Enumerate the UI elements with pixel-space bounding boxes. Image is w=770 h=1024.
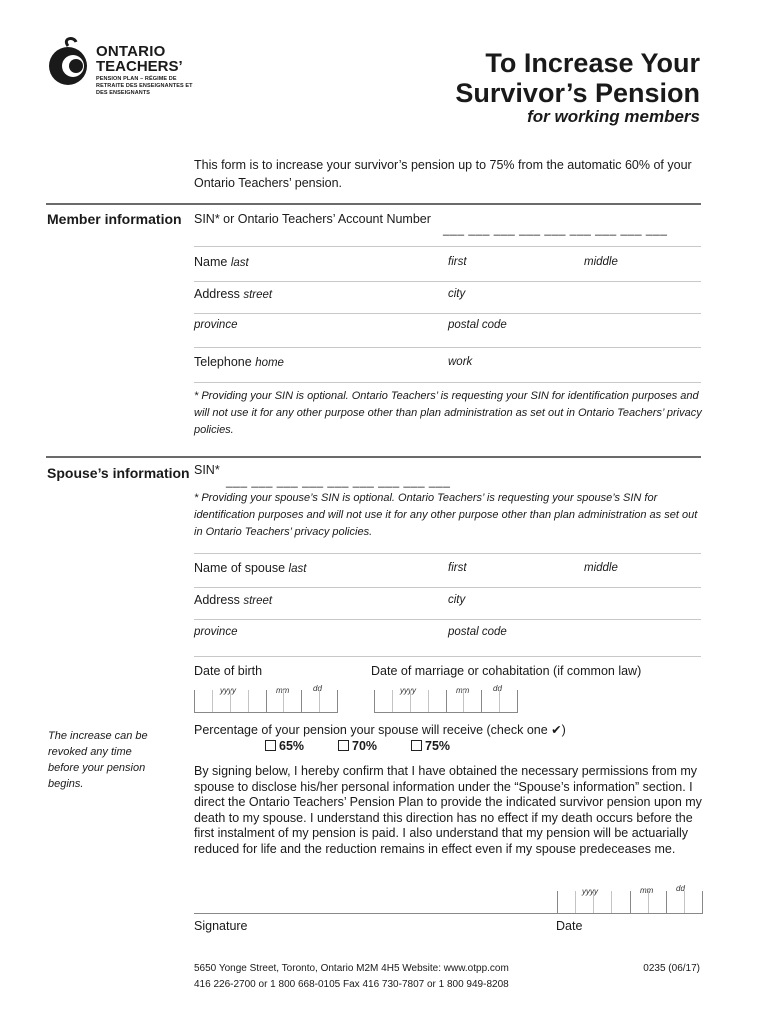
member-address-street-label: street: [243, 289, 273, 301]
spouse-name-last-label: last: [288, 563, 307, 575]
member-name-middle-label: middle: [584, 256, 618, 268]
spouse-province-label: province: [194, 626, 238, 638]
consent-paragraph: By signing below, I hereby confirm that I have obtained the necessary permissions from my spouse to disclose his/her personal information under the “Spouse’s information” section. I direct the Ontario Teachers’ Pension Plan to provide the indicated survivor pension upon my death to my spouse. I understand this direction has no effect if my death occurs before the first instalment of my pension is paid. I also understand that my pension will be actuarially reduced for life and the reduction remains in effect even if my spouse predeceases me.: [194, 764, 702, 856]
member-address-city-label: city: [448, 288, 466, 300]
logo-subtext: PENSION PLAN – RÉGIME DE RETRAITE DES ENSEIGNANTES ET DES ENSEIGNANTS: [96, 76, 193, 96]
field-rule: [194, 587, 701, 588]
field-rule: [194, 619, 701, 620]
sig-mm-label: mm: [640, 886, 654, 895]
spouse-postal-code-label: postal code: [448, 626, 507, 638]
member-telephone-work-label: work: [448, 356, 473, 368]
member-address-label: Address: [194, 287, 240, 301]
spouse-sin-field[interactable]: ___ ___ ___ ___ ___ ___ ___ ___ ___: [226, 474, 451, 488]
field-rule: [194, 313, 701, 314]
marriage-yyyy-label: yyyy: [400, 686, 416, 695]
member-sin-field[interactable]: ___ ___ ___ ___ ___ ___ ___ ___ ___: [443, 222, 668, 236]
footer-address: 5650 Yonge Street, Toronto, Ontario M2M 4H5 Website: www.otpp.com: [194, 963, 509, 974]
option-70-checkbox[interactable]: [338, 739, 377, 753]
member-postal-code-label: postal code: [448, 319, 507, 331]
spouse-marriage-date-label: Date of marriage or cohabitation (if common law): [371, 664, 642, 678]
date-label: Date: [556, 919, 583, 933]
percentage-label: Percentage of your pension your spouse will receive (check one ✔): [194, 723, 566, 737]
field-rule: [194, 246, 701, 247]
intro-text: This form is to increase your survivor’s pension up to 75% from the automatic 60% of your Ontario Teachers’ pension.: [194, 158, 692, 190]
spouse-address-label: Address: [194, 593, 240, 607]
spouse-address-city-label: city: [448, 594, 466, 606]
spouse-section-label: Spouse’s information: [47, 465, 190, 481]
field-rule: [194, 347, 701, 348]
field-rule: [194, 656, 701, 657]
logo-text-teachers: TEACHERS’: [96, 58, 183, 75]
field-rule: [194, 553, 701, 554]
member-province-label: province: [194, 319, 238, 331]
section-divider: [46, 456, 701, 458]
form-title-line2: Survivor’s Pension: [455, 78, 700, 108]
option-65-label: 65%: [279, 739, 305, 753]
spouse-sin-note: * Providing your spouse’s SIN is optional. Ontario Teachers’ is requesting your spouse’s SIN for identification purposes and will not use it for any other purpose other than plan administration as set out in Ontario Teachers’ privacy policies.: [194, 492, 698, 538]
section-divider: [46, 203, 701, 205]
member-name-last-label: last: [230, 257, 249, 269]
sig-dd-label: dd: [676, 884, 685, 893]
spouse-address-field[interactable]: [194, 593, 272, 607]
spouse-dob-input[interactable]: [194, 690, 338, 713]
ontario-teachers-logo-icon: [46, 36, 92, 86]
footer-phones: 416 226-2700 or 1 800 668-0105 Fax 416 730-7807 or 1 800 949-8208: [194, 979, 509, 990]
option-75-label: 75%: [425, 739, 451, 753]
spouse-marriage-date-input[interactable]: [374, 690, 518, 713]
member-address-field[interactable]: [194, 287, 272, 301]
checkbox-icon: [411, 740, 422, 751]
member-sin-note: * Providing your SIN is optional. Ontario Teachers’ is requesting your SIN for identification purposes and will not use it for any other purpose other than plan administration as set out in Ontario Teachers’ privacy policies.: [194, 390, 702, 436]
form-subtitle: for working members: [527, 107, 700, 126]
dob-mm-label: mm: [276, 686, 290, 695]
member-name-first-label: first: [448, 256, 467, 268]
date-line: [554, 913, 701, 914]
spouse-sin-label: SIN*: [194, 463, 220, 477]
spouse-name-middle-label: middle: [584, 562, 618, 574]
spouse-name-first-label: first: [448, 562, 467, 574]
field-rule: [194, 382, 701, 383]
member-telephone-field[interactable]: [194, 355, 284, 369]
member-section-label: Member information: [47, 211, 182, 227]
signature-label: Signature: [194, 919, 248, 933]
marriage-mm-label: mm: [456, 686, 470, 695]
member-telephone-home-label: home: [255, 357, 284, 369]
sig-yyyy-label: yyyy: [582, 887, 598, 896]
spouse-name-field[interactable]: [194, 561, 306, 575]
spouse-dob-label: Date of birth: [194, 664, 263, 678]
logo-text-ontario: ONTARIO: [96, 43, 166, 60]
checkbox-icon: [338, 740, 349, 751]
form-title-line1: To Increase Your: [485, 48, 700, 78]
dob-yyyy-label: yyyy: [220, 686, 236, 695]
signature-line[interactable]: [194, 913, 554, 914]
revocation-side-note: The increase can be revoked any time before your pension begins.: [48, 730, 148, 790]
option-65-checkbox[interactable]: [265, 739, 304, 753]
member-sin-label: SIN* or Ontario Teachers’ Account Number: [194, 212, 431, 226]
spouse-address-street-label: street: [243, 595, 273, 607]
checkbox-icon: [265, 740, 276, 751]
form-code: 0235 (06/17): [643, 963, 700, 974]
member-name-label: Name: [194, 255, 228, 269]
field-rule: [194, 281, 701, 282]
spouse-name-label: Name of spouse: [194, 561, 286, 575]
marriage-dd-label: dd: [493, 684, 502, 693]
dob-dd-label: dd: [313, 684, 322, 693]
option-70-label: 70%: [352, 739, 378, 753]
member-name-field[interactable]: [194, 255, 249, 269]
signature-date-input[interactable]: [557, 891, 703, 914]
member-telephone-label: Telephone: [194, 355, 252, 369]
option-75-checkbox[interactable]: [411, 739, 450, 753]
